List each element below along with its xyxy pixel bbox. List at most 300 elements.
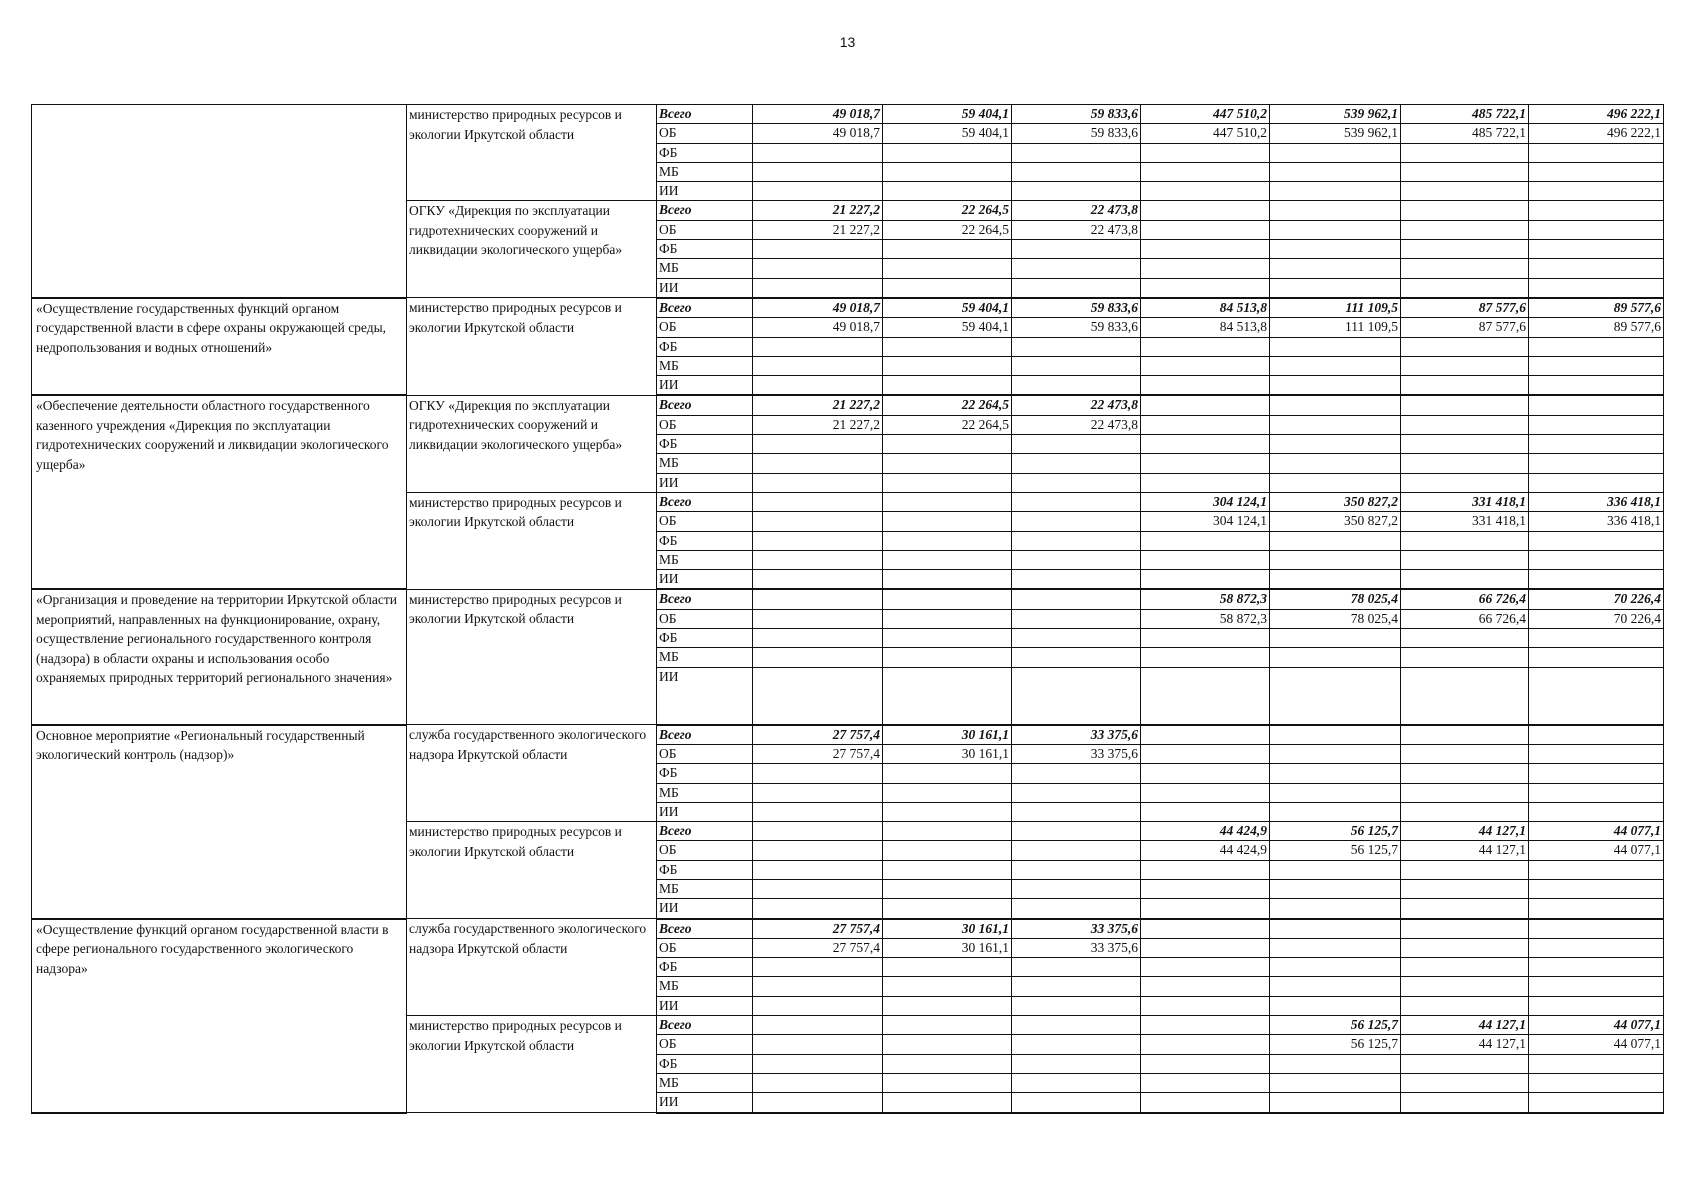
amount-cell bbox=[1012, 278, 1141, 298]
amount-cell bbox=[1270, 783, 1401, 802]
executor-cell: ОГКУ «Дирекция по эксплуатации гидротехнических сооружений и ликвидации экологического ущерба» bbox=[407, 201, 657, 298]
amount-cell bbox=[753, 240, 883, 259]
amount-cell bbox=[1401, 278, 1529, 298]
amount-cell bbox=[1012, 802, 1141, 821]
amount-cell: 49 018,7 bbox=[753, 124, 883, 143]
amount-cell bbox=[1270, 667, 1401, 725]
amount-cell: 66 726,4 bbox=[1401, 609, 1529, 628]
amount-cell bbox=[1141, 531, 1270, 550]
amount-cell: 66 726,4 bbox=[1401, 589, 1529, 609]
amount-cell bbox=[1529, 220, 1664, 239]
amount-cell bbox=[753, 958, 883, 977]
amount-cell bbox=[883, 240, 1012, 259]
amount-cell bbox=[753, 996, 883, 1015]
amount-cell bbox=[883, 259, 1012, 278]
amount-cell: 58 872,3 bbox=[1141, 589, 1270, 609]
amount-cell bbox=[883, 1054, 1012, 1073]
amount-cell bbox=[1012, 1016, 1141, 1035]
amount-cell bbox=[1012, 1054, 1141, 1073]
amount-cell: 44 077,1 bbox=[1529, 841, 1664, 860]
amount-cell bbox=[883, 162, 1012, 181]
amount-cell bbox=[1270, 648, 1401, 667]
amount-cell bbox=[1270, 996, 1401, 1015]
amount-cell bbox=[1270, 201, 1401, 220]
amount-cell: 496 222,1 bbox=[1529, 124, 1664, 143]
funding-source-cell: МБ bbox=[657, 879, 753, 898]
amount-cell bbox=[1141, 1035, 1270, 1054]
amount-cell: 59 833,6 bbox=[1012, 318, 1141, 337]
amount-cell bbox=[1529, 240, 1664, 259]
amount-cell bbox=[1401, 531, 1529, 550]
amount-cell: 350 827,2 bbox=[1270, 512, 1401, 531]
funding-source-cell: Всего bbox=[657, 201, 753, 220]
amount-cell bbox=[1529, 143, 1664, 162]
funding-source-cell: Всего bbox=[657, 589, 753, 609]
amount-cell bbox=[1141, 376, 1270, 396]
amount-cell bbox=[1529, 376, 1664, 396]
amount-cell bbox=[1401, 395, 1529, 415]
amount-cell bbox=[1529, 570, 1664, 590]
amount-cell: 336 418,1 bbox=[1529, 512, 1664, 531]
table-row bbox=[32, 919, 1664, 939]
funding-source-cell: МБ bbox=[657, 1073, 753, 1092]
amount-cell bbox=[1401, 376, 1529, 396]
amount-cell bbox=[753, 435, 883, 454]
amount-cell bbox=[1012, 356, 1141, 375]
table-row bbox=[32, 589, 1664, 609]
amount-cell bbox=[753, 356, 883, 375]
amount-cell: 44 127,1 bbox=[1401, 1016, 1529, 1035]
amount-cell bbox=[1401, 667, 1529, 725]
amount-cell bbox=[1529, 860, 1664, 879]
amount-cell bbox=[1012, 143, 1141, 162]
funding-source-cell: ФБ bbox=[657, 958, 753, 977]
amount-cell: 304 124,1 bbox=[1141, 492, 1270, 511]
funding-source-cell: МБ bbox=[657, 356, 753, 375]
funding-source-cell: ИИ bbox=[657, 182, 753, 201]
amount-cell bbox=[753, 259, 883, 278]
amount-cell: 44 077,1 bbox=[1529, 1016, 1664, 1035]
amount-cell: 70 226,4 bbox=[1529, 609, 1664, 628]
amount-cell bbox=[883, 996, 1012, 1015]
amount-cell bbox=[883, 278, 1012, 298]
amount-cell bbox=[883, 1035, 1012, 1054]
amount-cell: 111 109,5 bbox=[1270, 298, 1401, 318]
amount-cell bbox=[1141, 879, 1270, 898]
amount-cell bbox=[1270, 376, 1401, 396]
amount-cell bbox=[1529, 182, 1664, 201]
amount-cell: 447 510,2 bbox=[1141, 105, 1270, 124]
amount-cell bbox=[1401, 764, 1529, 783]
amount-cell bbox=[1012, 629, 1141, 648]
amount-cell: 336 418,1 bbox=[1529, 492, 1664, 511]
amount-cell: 331 418,1 bbox=[1401, 512, 1529, 531]
amount-cell bbox=[1012, 454, 1141, 473]
amount-cell: 49 018,7 bbox=[753, 318, 883, 337]
amount-cell bbox=[1529, 899, 1664, 919]
amount-cell bbox=[1270, 629, 1401, 648]
amount-cell bbox=[1529, 454, 1664, 473]
amount-cell bbox=[1012, 958, 1141, 977]
amount-cell bbox=[1141, 259, 1270, 278]
executor-cell: служба государственного экологического надзора Иркутской области bbox=[407, 725, 657, 822]
amount-cell bbox=[1141, 435, 1270, 454]
event-name-cell: «Организация и проведение на территории Иркутской области мероприятий, направленных на функционирование, охрану, осуществление регионального государственного контроля (надзора) в области охраны и использования особо охраняемых природных территорий регионального значения» bbox=[32, 589, 407, 724]
amount-cell bbox=[1270, 1054, 1401, 1073]
amount-cell bbox=[883, 512, 1012, 531]
funding-source-cell: МБ bbox=[657, 550, 753, 569]
amount-cell bbox=[1141, 938, 1270, 957]
amount-cell bbox=[753, 162, 883, 181]
amount-cell bbox=[883, 492, 1012, 511]
amount-cell bbox=[1401, 201, 1529, 220]
funding-source-cell: ФБ bbox=[657, 143, 753, 162]
funding-source-cell: ИИ bbox=[657, 667, 753, 725]
amount-cell bbox=[883, 1073, 1012, 1092]
amount-cell: 21 227,2 bbox=[753, 220, 883, 239]
amount-cell bbox=[753, 589, 883, 609]
amount-cell bbox=[1401, 725, 1529, 745]
amount-cell bbox=[1141, 473, 1270, 492]
amount-cell: 33 375,6 bbox=[1012, 919, 1141, 939]
amount-cell bbox=[1012, 531, 1141, 550]
event-name-cell bbox=[32, 105, 407, 298]
amount-cell bbox=[1012, 240, 1141, 259]
amount-cell bbox=[753, 570, 883, 590]
funding-source-cell: ИИ bbox=[657, 278, 753, 298]
funding-source-cell: МБ bbox=[657, 162, 753, 181]
amount-cell bbox=[1401, 1073, 1529, 1092]
amount-cell bbox=[1401, 899, 1529, 919]
amount-cell: 44 077,1 bbox=[1529, 822, 1664, 841]
amount-cell bbox=[753, 1054, 883, 1073]
amount-cell bbox=[1141, 996, 1270, 1015]
amount-cell bbox=[1141, 764, 1270, 783]
amount-cell: 485 722,1 bbox=[1401, 124, 1529, 143]
amount-cell bbox=[753, 783, 883, 802]
amount-cell bbox=[1529, 550, 1664, 569]
amount-cell bbox=[1141, 744, 1270, 763]
amount-cell bbox=[883, 958, 1012, 977]
amount-cell: 33 375,6 bbox=[1012, 744, 1141, 763]
amount-cell: 56 125,7 bbox=[1270, 1016, 1401, 1035]
amount-cell bbox=[1141, 919, 1270, 939]
funding-source-cell: ОБ bbox=[657, 609, 753, 628]
amount-cell bbox=[1012, 473, 1141, 492]
funding-source-cell: Всего bbox=[657, 1016, 753, 1035]
amount-cell bbox=[1270, 162, 1401, 181]
funding-source-cell: ОБ bbox=[657, 841, 753, 860]
amount-cell bbox=[753, 1073, 883, 1092]
amount-cell: 49 018,7 bbox=[753, 298, 883, 318]
amount-cell bbox=[1401, 240, 1529, 259]
executor-cell: министерство природных ресурсов и экологии Иркутской области bbox=[407, 589, 657, 724]
amount-cell bbox=[753, 860, 883, 879]
funding-source-cell: ИИ bbox=[657, 802, 753, 821]
amount-cell bbox=[1012, 879, 1141, 898]
funding-source-cell: ФБ bbox=[657, 240, 753, 259]
funding-source-cell: МБ bbox=[657, 977, 753, 996]
amount-cell bbox=[1270, 919, 1401, 939]
amount-cell bbox=[1012, 822, 1141, 841]
amount-cell: 59 404,1 bbox=[883, 298, 1012, 318]
funding-source-cell: ОБ bbox=[657, 415, 753, 434]
amount-cell bbox=[1401, 550, 1529, 569]
amount-cell bbox=[1012, 667, 1141, 725]
amount-cell bbox=[1529, 783, 1664, 802]
amount-cell bbox=[753, 512, 883, 531]
amount-cell bbox=[1270, 415, 1401, 434]
funding-source-cell: Всего bbox=[657, 725, 753, 745]
funding-source-cell: МБ bbox=[657, 648, 753, 667]
amount-cell: 44 127,1 bbox=[1401, 822, 1529, 841]
amount-cell bbox=[1529, 648, 1664, 667]
amount-cell bbox=[1012, 259, 1141, 278]
amount-cell: 59 404,1 bbox=[883, 105, 1012, 124]
amount-cell bbox=[1270, 435, 1401, 454]
amount-cell bbox=[883, 764, 1012, 783]
amount-cell: 58 872,3 bbox=[1141, 609, 1270, 628]
amount-cell bbox=[1141, 240, 1270, 259]
amount-cell: 89 577,6 bbox=[1529, 318, 1664, 337]
table-row bbox=[32, 725, 1664, 745]
amount-cell: 87 577,6 bbox=[1401, 318, 1529, 337]
amount-cell bbox=[1529, 958, 1664, 977]
amount-cell: 21 227,2 bbox=[753, 201, 883, 220]
amount-cell bbox=[1401, 879, 1529, 898]
funding-source-cell: Всего bbox=[657, 298, 753, 318]
amount-cell bbox=[883, 629, 1012, 648]
amount-cell bbox=[1012, 1035, 1141, 1054]
amount-cell bbox=[883, 1016, 1012, 1035]
amount-cell bbox=[753, 609, 883, 628]
amount-cell: 22 473,8 bbox=[1012, 395, 1141, 415]
amount-cell bbox=[1529, 1054, 1664, 1073]
amount-cell: 59 833,6 bbox=[1012, 105, 1141, 124]
amount-cell bbox=[1141, 143, 1270, 162]
amount-cell: 30 161,1 bbox=[883, 919, 1012, 939]
funding-source-cell: ОБ bbox=[657, 938, 753, 957]
funding-source-cell: ИИ bbox=[657, 1093, 753, 1113]
amount-cell: 27 757,4 bbox=[753, 938, 883, 957]
amount-cell bbox=[1401, 356, 1529, 375]
amount-cell bbox=[753, 182, 883, 201]
amount-cell bbox=[883, 550, 1012, 569]
amount-cell bbox=[883, 783, 1012, 802]
amount-cell bbox=[1270, 744, 1401, 763]
amount-cell bbox=[753, 376, 883, 396]
amount-cell: 33 375,6 bbox=[1012, 725, 1141, 745]
funding-source-cell: ОБ bbox=[657, 220, 753, 239]
amount-cell bbox=[1529, 201, 1664, 220]
amount-cell: 89 577,6 bbox=[1529, 298, 1664, 318]
executor-cell: министерство природных ресурсов и экологии Иркутской области bbox=[407, 1016, 657, 1113]
funding-source-cell: Всего bbox=[657, 105, 753, 124]
amount-cell bbox=[1401, 454, 1529, 473]
amount-cell bbox=[1141, 667, 1270, 725]
amount-cell: 56 125,7 bbox=[1270, 1035, 1401, 1054]
amount-cell bbox=[883, 531, 1012, 550]
funding-source-cell: ИИ bbox=[657, 473, 753, 492]
funding-source-cell: Всего bbox=[657, 822, 753, 841]
amount-cell bbox=[753, 278, 883, 298]
amount-cell bbox=[1529, 996, 1664, 1015]
amount-cell bbox=[1012, 337, 1141, 356]
amount-cell bbox=[1270, 1093, 1401, 1113]
amount-cell bbox=[1141, 629, 1270, 648]
amount-cell bbox=[1270, 395, 1401, 415]
funding-source-cell: ИИ bbox=[657, 376, 753, 396]
amount-cell: 539 962,1 bbox=[1270, 124, 1401, 143]
amount-cell bbox=[1401, 162, 1529, 181]
amount-cell bbox=[883, 376, 1012, 396]
amount-cell bbox=[1012, 1093, 1141, 1113]
amount-cell bbox=[1141, 220, 1270, 239]
amount-cell bbox=[1141, 899, 1270, 919]
amount-cell: 22 473,8 bbox=[1012, 415, 1141, 434]
page-number: 13 bbox=[839, 34, 856, 50]
amount-cell bbox=[1141, 1016, 1270, 1035]
amount-cell bbox=[1012, 648, 1141, 667]
amount-cell bbox=[1141, 395, 1270, 415]
amount-cell: 49 018,7 bbox=[753, 105, 883, 124]
funding-source-cell: ИИ bbox=[657, 570, 753, 590]
amount-cell bbox=[753, 473, 883, 492]
amount-cell bbox=[1529, 1073, 1664, 1092]
amount-cell: 304 124,1 bbox=[1141, 512, 1270, 531]
amount-cell bbox=[883, 1093, 1012, 1113]
event-name-cell: «Осуществление государственных функций органом государственной власти в сфере охраны окружающей среды, недропользования и водных отношений» bbox=[32, 298, 407, 395]
amount-cell bbox=[1141, 783, 1270, 802]
amount-cell bbox=[1270, 550, 1401, 569]
amount-cell bbox=[1141, 201, 1270, 220]
amount-cell: 84 513,8 bbox=[1141, 318, 1270, 337]
amount-cell bbox=[1270, 337, 1401, 356]
amount-cell bbox=[883, 473, 1012, 492]
funding-source-cell: ОБ bbox=[657, 744, 753, 763]
amount-cell bbox=[1012, 841, 1141, 860]
amount-cell: 496 222,1 bbox=[1529, 105, 1664, 124]
amount-cell bbox=[1401, 435, 1529, 454]
amount-cell bbox=[1141, 415, 1270, 434]
amount-cell bbox=[1270, 454, 1401, 473]
amount-cell bbox=[1401, 977, 1529, 996]
amount-cell: 59 833,6 bbox=[1012, 298, 1141, 318]
amount-cell bbox=[1141, 182, 1270, 201]
amount-cell bbox=[1012, 376, 1141, 396]
amount-cell bbox=[883, 454, 1012, 473]
amount-cell bbox=[1141, 1093, 1270, 1113]
amount-cell bbox=[1270, 182, 1401, 201]
funding-source-cell: Всего bbox=[657, 492, 753, 511]
amount-cell bbox=[1141, 356, 1270, 375]
amount-cell bbox=[1270, 938, 1401, 957]
amount-cell bbox=[1401, 337, 1529, 356]
amount-cell: 44 424,9 bbox=[1141, 822, 1270, 841]
amount-cell bbox=[753, 667, 883, 725]
amount-cell bbox=[1401, 958, 1529, 977]
event-name-cell: «Осуществление функций органом государственной власти в сфере регионального государственного экологического надзора» bbox=[32, 919, 407, 1113]
amount-cell bbox=[1141, 550, 1270, 569]
amount-cell bbox=[1529, 259, 1664, 278]
amount-cell: 78 025,4 bbox=[1270, 609, 1401, 628]
amount-cell: 350 827,2 bbox=[1270, 492, 1401, 511]
executor-cell: министерство природных ресурсов и экологии Иркутской области bbox=[407, 822, 657, 919]
amount-cell bbox=[1401, 860, 1529, 879]
amount-cell bbox=[753, 629, 883, 648]
amount-cell bbox=[1270, 977, 1401, 996]
amount-cell bbox=[1141, 1054, 1270, 1073]
amount-cell bbox=[1270, 899, 1401, 919]
amount-cell bbox=[1270, 473, 1401, 492]
amount-cell bbox=[883, 570, 1012, 590]
amount-cell: 78 025,4 bbox=[1270, 589, 1401, 609]
funding-source-cell: ИИ bbox=[657, 899, 753, 919]
amount-cell bbox=[1012, 512, 1141, 531]
amount-cell: 331 418,1 bbox=[1401, 492, 1529, 511]
amount-cell: 22 264,5 bbox=[883, 220, 1012, 239]
amount-cell: 56 125,7 bbox=[1270, 822, 1401, 841]
amount-cell: 33 375,6 bbox=[1012, 938, 1141, 957]
amount-cell bbox=[883, 609, 1012, 628]
amount-cell bbox=[1401, 938, 1529, 957]
executor-cell: служба государственного экологического надзора Иркутской области bbox=[407, 919, 657, 1016]
amount-cell bbox=[1529, 415, 1664, 434]
amount-cell bbox=[1529, 938, 1664, 957]
amount-cell bbox=[1141, 860, 1270, 879]
amount-cell: 84 513,8 bbox=[1141, 298, 1270, 318]
amount-cell bbox=[1529, 356, 1664, 375]
amount-cell bbox=[1141, 725, 1270, 745]
amount-cell: 22 473,8 bbox=[1012, 201, 1141, 220]
executor-cell: министерство природных ресурсов и экологии Иркутской области bbox=[407, 105, 657, 201]
amount-cell: 56 125,7 bbox=[1270, 841, 1401, 860]
amount-cell bbox=[1141, 337, 1270, 356]
amount-cell bbox=[1529, 162, 1664, 181]
amount-cell bbox=[753, 337, 883, 356]
funding-source-cell: ОБ bbox=[657, 512, 753, 531]
amount-cell bbox=[1141, 648, 1270, 667]
table-row bbox=[32, 298, 1664, 318]
funding-source-cell: ФБ bbox=[657, 337, 753, 356]
amount-cell bbox=[1401, 143, 1529, 162]
amount-cell bbox=[1270, 802, 1401, 821]
amount-cell bbox=[1270, 1073, 1401, 1092]
amount-cell bbox=[1401, 473, 1529, 492]
amount-cell bbox=[753, 143, 883, 162]
amount-cell bbox=[1401, 744, 1529, 763]
amount-cell bbox=[1529, 919, 1664, 939]
amount-cell bbox=[1141, 162, 1270, 181]
amount-cell bbox=[1529, 725, 1664, 745]
amount-cell bbox=[1270, 259, 1401, 278]
amount-cell bbox=[1529, 667, 1664, 725]
amount-cell: 485 722,1 bbox=[1401, 105, 1529, 124]
amount-cell: 21 227,2 bbox=[753, 395, 883, 415]
amount-cell bbox=[753, 879, 883, 898]
amount-cell bbox=[1401, 629, 1529, 648]
amount-cell bbox=[883, 435, 1012, 454]
amount-cell bbox=[1529, 629, 1664, 648]
amount-cell bbox=[1270, 531, 1401, 550]
amount-cell bbox=[1270, 879, 1401, 898]
amount-cell: 30 161,1 bbox=[883, 725, 1012, 745]
amount-cell bbox=[1270, 220, 1401, 239]
amount-cell bbox=[1401, 182, 1529, 201]
amount-cell bbox=[883, 899, 1012, 919]
funding-source-cell: ФБ bbox=[657, 764, 753, 783]
funding-source-cell: ФБ bbox=[657, 531, 753, 550]
